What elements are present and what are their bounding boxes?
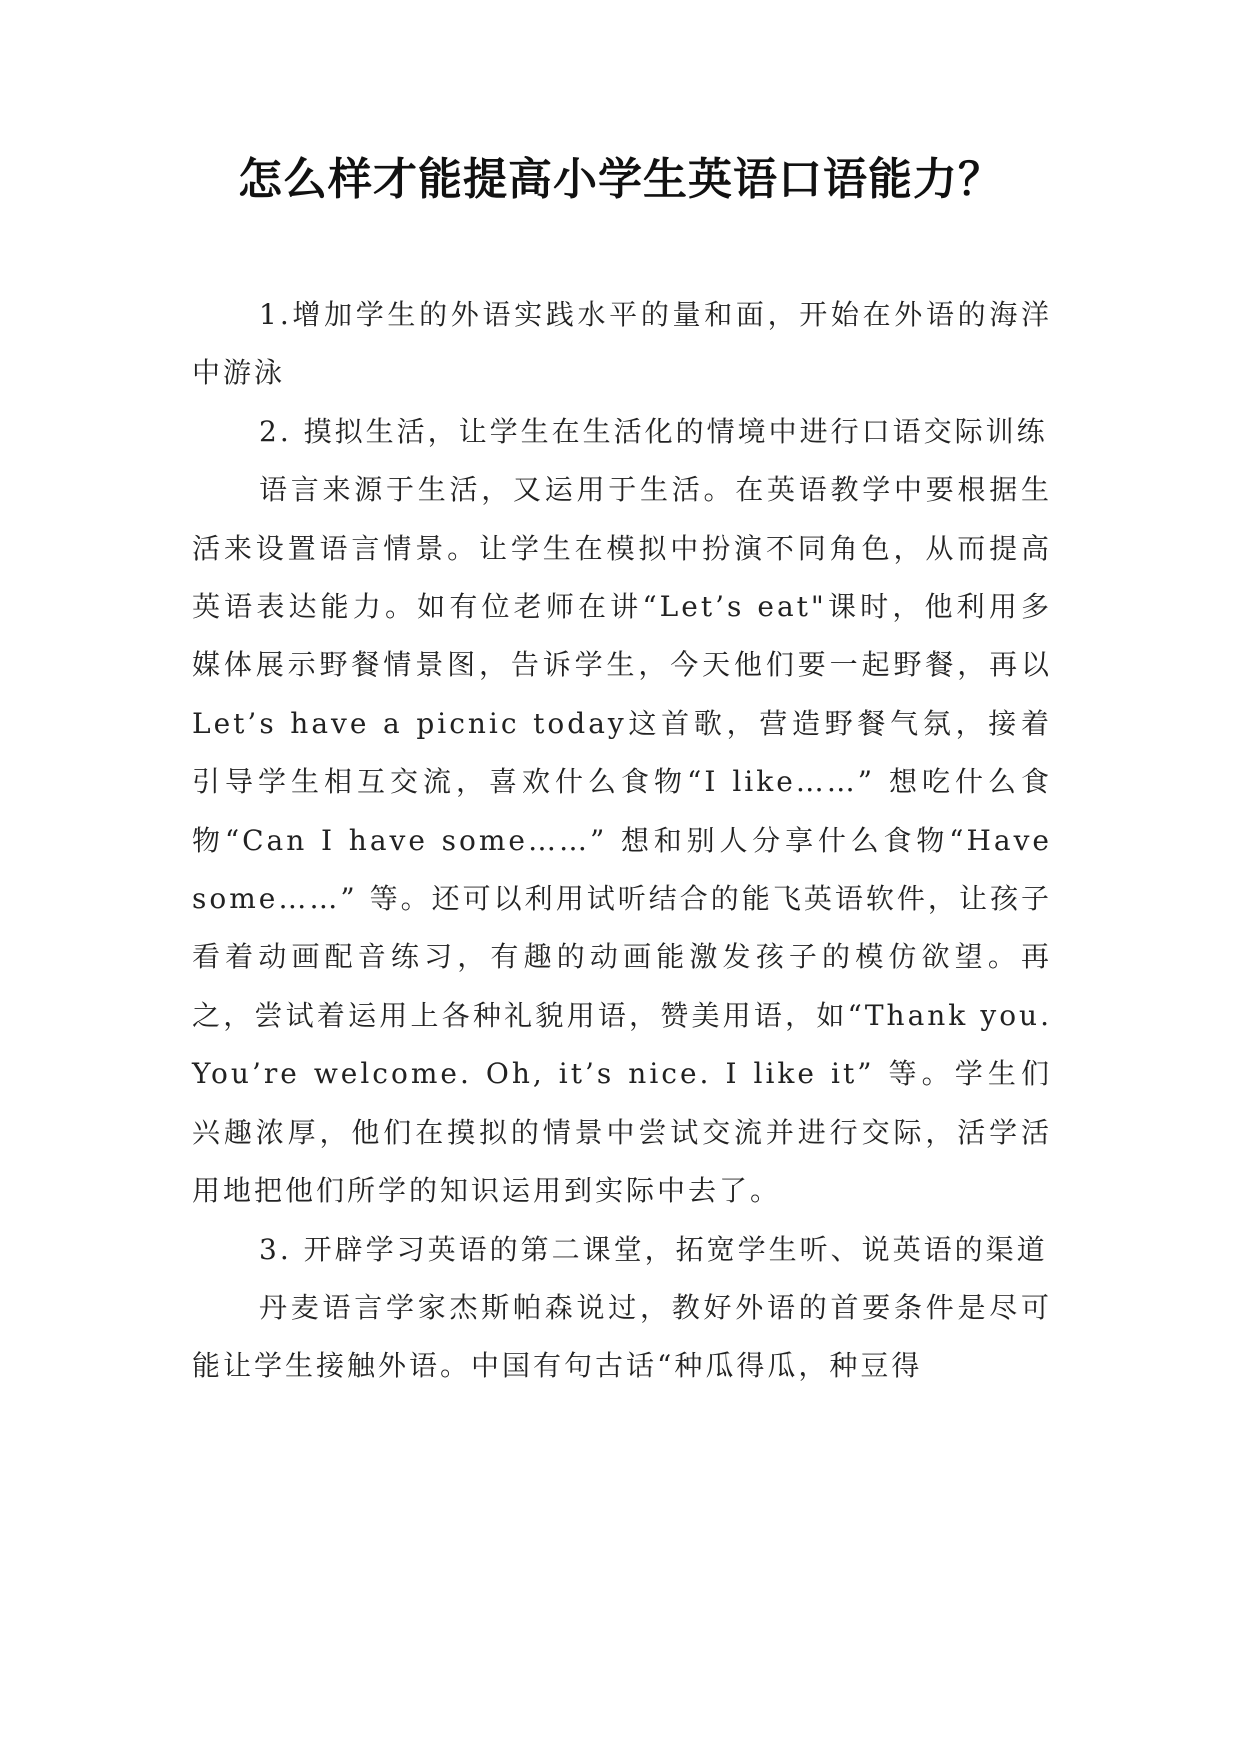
paragraph-point-3-detail: 丹麦语言学家杰斯帕森说过，教好外语的首要条件是尽可能让学生接触外语。中国有句古话“种瓜得瓜，种豆得	[192, 1290, 1052, 1383]
paragraph-point-2-detail: 语言来源于生活，又运用于生活。在英语教学中要根据生活来设置语言情景。让学生在模拟中扮演不同角色，从而提高英语表达能力。如有位老师在讲“Let’s eat"课时，他利用多媒体展示野餐情景图，告诉学生，今天他们要一起野餐，再以Let’s have a picnic today这首歌，营造野餐气氛，接着引导学生相互交流，喜欢什么食物“I like……” 想吃什么食物“Can I have some……” 想和别人分享什么食物“Have some……” 等。还可以利用试听结合的能飞英语软件，让孩子看着动画配音练习，有趣的动画能激发孩子的模仿欲望。再之，尝试着运用上各种礼貌用语，赞美用语，如“Thank you. You’re welcome. Oh, it’s nice. I like it” 等。学生们兴趣浓厚，他们在摸拟的情景中尝试交流并进行交际，活学活用地把他们所学的知识运用到实际中去了。	[192, 473, 1052, 1208]
document-title: 怎么样才能提高小学生英语口语能力？	[238, 154, 1003, 205]
paragraph-point-2: 2. 摸拟生活，让学生在生活化的情境中进行口语交际训练	[259, 414, 1048, 448]
paragraph-point-1: 1.增加学生的外语实践水平的量和面，开始在外语的海洋中游泳	[192, 298, 1052, 390]
document-body	[192, 286, 1052, 1396]
paragraph-point-3: 3. 开辟学习英语的第二课堂，拓宽学生听、说英语的渠道	[259, 1232, 1048, 1266]
